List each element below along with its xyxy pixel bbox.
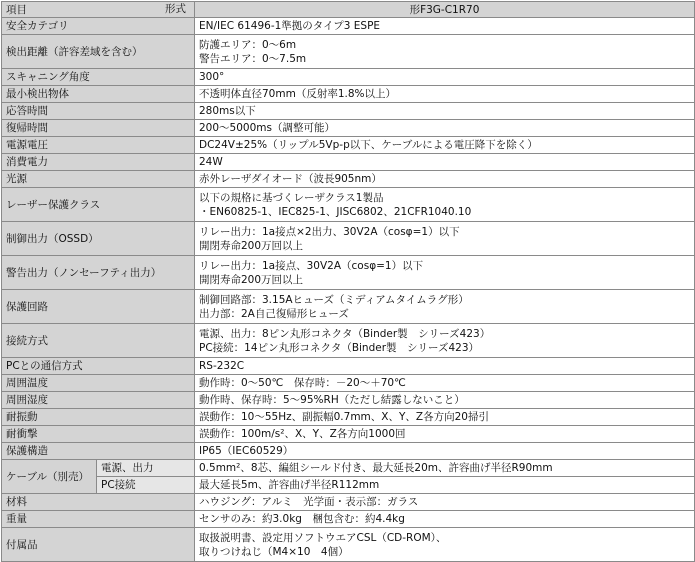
row-value [195,358,695,375]
value-line: 200～5000ms（調整可能） [199,122,335,134]
row-value [195,120,695,137]
value-line: ・EN60825-1、IEC825-1、JISC6802、21CFR1040.10 [199,205,472,218]
row-label: 保護回路 [2,290,195,324]
value-line: 不透明体直径70mm（反射率1.8%以上） [199,88,396,100]
row-label: 消費電力 [2,154,195,171]
value-line: 制御回路部：3.15Aヒューズ（ミディアムタイムラグ形） [199,293,469,306]
row-label: レーザー保護クラス [2,188,195,222]
table-row [2,324,695,358]
value-line: 300° [199,71,225,83]
table-row [2,392,695,409]
row-label: 周囲温度 [2,375,195,392]
sub-label-power: 電源、出力 [97,460,195,477]
value-line: PC接続：14ピン丸形コネクタ（Binder製 シリーズ423） [199,341,480,354]
row-value [195,222,695,256]
value-line: リレー出力：1a接点、30V2A（cosφ=1）以下 [199,259,424,272]
row-label: 付属品 [2,528,195,562]
header-item-cell [2,2,195,18]
header-model: 形F3G-C1R70 [195,2,695,18]
table-row [2,222,695,256]
value-line: 警告エリア：0～7.5m [199,52,307,65]
table-row [2,120,695,137]
value-line: 出力部：2A自己復帰形ヒューズ [199,307,349,320]
table-row [2,188,695,222]
value-line: ハウジング：アルミ 光学面・表示部：ガラス [199,496,419,508]
table-row [2,86,695,103]
row-value-cable-pc: 最大延長5m、許容曲げ半径R112mm [195,477,695,494]
table-row [2,103,695,120]
value-line: 誤動作：100m/s²、X、Y、Z各方向1000回 [199,428,406,440]
row-label: 保護構造 [2,443,195,460]
table-row-cable-pc [2,477,695,494]
table-row [2,511,695,528]
value-line: 動作時、保存時：5～95%RH（ただし結露しないこと） [199,394,465,406]
table-row [2,443,695,460]
row-value [195,443,695,460]
row-value [195,69,695,86]
row-label-cable: ケーブル（別売） [2,460,97,494]
value-line: リレー出力：1a接点×2出力、30V2A（cosφ=1）以下 [199,225,460,238]
row-value [195,103,695,120]
row-value [195,494,695,511]
table-row-cable-power [2,460,695,477]
row-value [195,511,695,528]
value-line: RS-232C [199,360,245,372]
row-value [195,528,695,562]
header-format: 形式 [165,3,186,15]
row-value [195,290,695,324]
row-label: 周囲湿度 [2,392,195,409]
table-row [2,256,695,290]
table-row [2,494,695,511]
row-label: 耐振動 [2,409,195,426]
row-value [195,154,695,171]
row-value [195,392,695,409]
row-value [195,86,695,103]
value-line: 取りつけねじ（M4×10 4個） [199,545,349,558]
value-line: 動作時：0～50℃ 保存時：－20～＋70℃ [199,377,406,389]
value-line: センサのみ：約3.0kg 梱包含む：約4.4kg [199,513,405,525]
row-label: 応答時間 [2,103,195,120]
sub-label-pc: PC接続 [97,477,195,494]
value-line: 以下の規格に基づくレーザクラス1製品 [199,191,384,204]
row-label: 警告出力（ノンセーフティ出力） [2,256,195,290]
table-row [2,290,695,324]
row-label: 耐衝撃 [2,426,195,443]
row-value [195,188,695,222]
row-value [195,137,695,154]
row-label: 安全カテゴリ [2,18,195,35]
header-item: 項目 [6,3,27,16]
row-value [195,426,695,443]
value-line: 280ms以下 [199,105,256,117]
table-row [2,358,695,375]
table-row [2,69,695,86]
row-value [195,324,695,358]
spec-table [1,1,695,562]
value-line: EN/IEC 61496-1準拠のタイプ3 ESPE [199,20,381,32]
row-value [195,409,695,426]
value-line: 開閉寿命200万回以上 [199,273,304,286]
header-row [2,2,695,18]
value-line: 24W [199,156,223,168]
table-row [2,171,695,188]
row-label: スキャニング角度 [2,69,195,86]
row-label: 材料 [2,494,195,511]
row-value [195,171,695,188]
row-value [195,35,695,69]
row-label: 最小検出物体 [2,86,195,103]
table-row [2,409,695,426]
row-value-cable-power: 0.5mm²、8芯、編組シールド付き、最大延長20m、許容曲げ半径R90mm [195,460,695,477]
row-label: 接続方式 [2,324,195,358]
row-label: 制御出力（OSSD） [2,222,195,256]
value-line: 取扱説明書、設定用ソフトウエアCSL（CD-ROM）、 [199,531,447,544]
value-line: 電源、出力：8ピン丸形コネクタ（Binder製 シリーズ423） [199,327,491,340]
value-line: 開閉寿命200万回以上 [199,239,304,252]
row-value [195,375,695,392]
row-label: 重量 [2,511,195,528]
row-value [195,256,695,290]
table-row [2,137,695,154]
row-label: PCとの通信方式 [2,358,195,375]
value-line: DC24V±25%（リップル5Vp-p以下、ケーブルによる電圧降下を除く） [199,139,538,151]
table-row [2,528,695,562]
row-value [195,18,695,35]
row-label: 検出距離（許容差域を含む） [2,35,195,69]
value-line: 誤動作：10～55Hz、副振幅0.7mm、X、Y、Z各方向20掃引 [199,411,489,423]
table-row [2,154,695,171]
value-line: 防護エリア：0～6m [199,38,297,51]
row-label: 電源電圧 [2,137,195,154]
value-line: IP65（IEC60529） [199,445,294,457]
table-row [2,35,695,69]
row-label: 光源 [2,171,195,188]
table-row [2,375,695,392]
table-row [2,426,695,443]
value-line: 赤外レーザダイオード（波長905nm） [199,173,382,185]
row-label: 復帰時間 [2,120,195,137]
table-row [2,18,695,35]
